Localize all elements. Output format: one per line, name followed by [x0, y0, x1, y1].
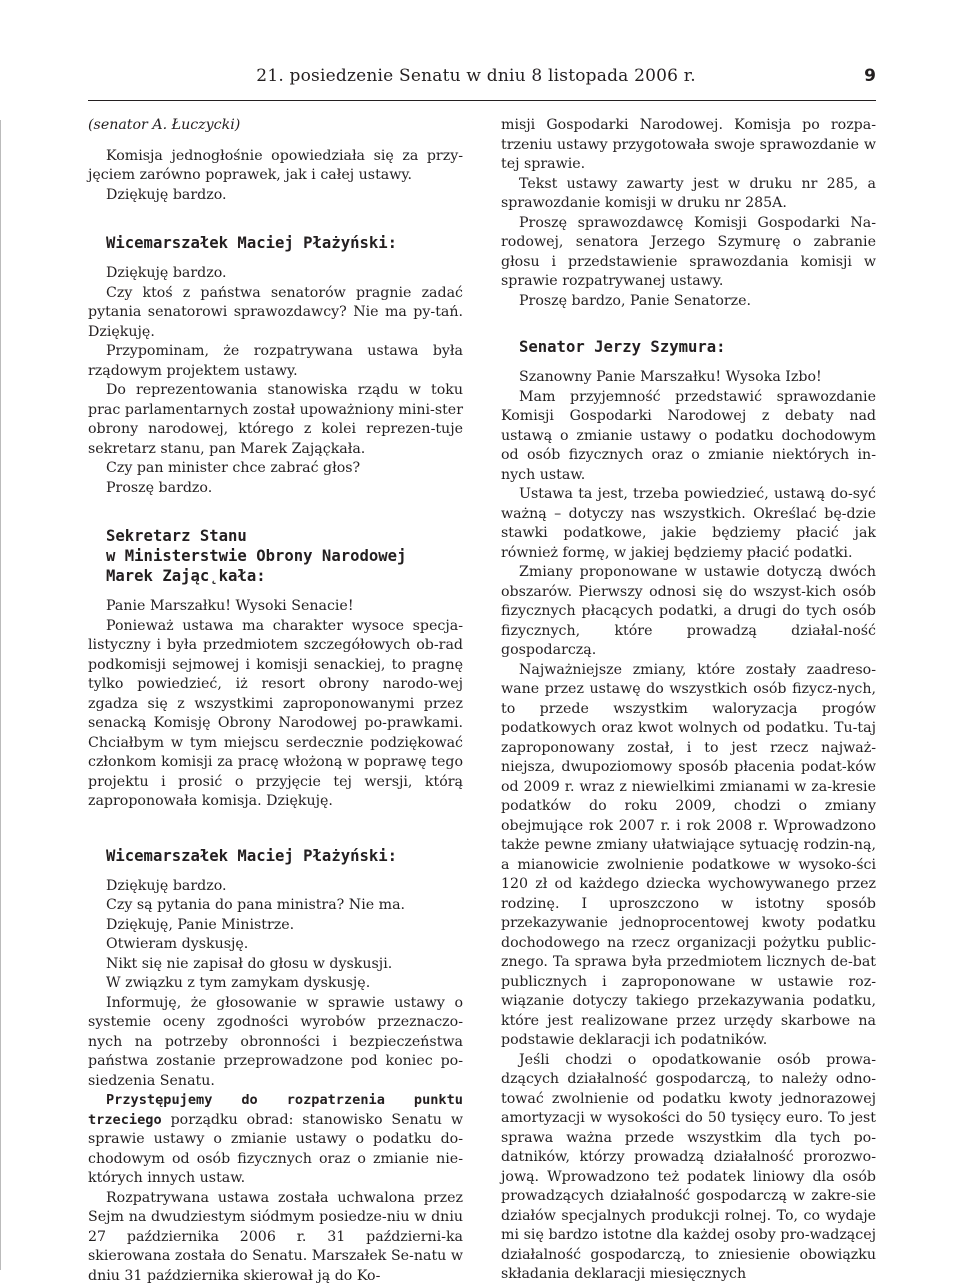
- speaker-heading-line: Marek Zając̨kała:: [106, 566, 463, 586]
- paragraph: Dziękuję bardzo.: [88, 264, 463, 284]
- speaker-heading: [106, 526, 463, 586]
- paragraph: Dziękuję bardzo.: [88, 877, 463, 897]
- paragraph: Ustawa ta jest, trzeba powiedzieć, ustawą do-syć ważną – dotyczy nas wszystkich. Określać bę-dzie stawki podatkowe, jakie będziemy płacić jak również formę, w jakiej będziemy płacić podatki.: [501, 485, 876, 563]
- speaker-heading-line: Sekretarz Stanu: [106, 526, 463, 546]
- left-column: [88, 116, 463, 1286]
- paragraph: Czy pan minister chce zabrać głos?: [88, 459, 463, 479]
- speaker-heading: Wicemarszałek Maciej Płażyński:: [106, 233, 463, 253]
- continued-speaker-note: (senator A. Łuczycki): [88, 116, 463, 136]
- paragraph: Proszę bardzo.: [88, 479, 463, 499]
- right-column: [501, 116, 876, 1285]
- paragraph: Proszę bardzo, Panie Senatorze.: [501, 292, 876, 312]
- paragraph: [88, 1091, 463, 1189]
- speaker-heading: Senator Jerzy Szymura:: [519, 337, 876, 357]
- speaker-heading-line: w Ministerstwie Obrony Narodowej: [106, 546, 463, 566]
- paragraph: Rozpatrywana ustawa została uchwalona przez Sejm na dwudziestym siódmym posiedze-niu w dniu 27 października 2006 r. 31 październi-ka skierowana została do Senatu. Marszałek Se-natu w dniu 31 października skierował ją do Ko-: [88, 1189, 463, 1286]
- paragraph: Czy ktoś z państwa senatorów pragnie zadać pytania senatorowi sprawozdawcy? Nie ma py-tań. Dziękuję.: [88, 284, 463, 343]
- running-title: 21. posiedzenie Senatu w dniu 8 listopada 2006 r.: [88, 66, 864, 86]
- paragraph: Proszę sprawozdawcę Komisji Gospodarki Na-rodowej, senatora Jerzego Szymurę o zabranie głosu i przedstawienie sprawozdania komisji w sprawie rozpatrywanej ustawy.: [501, 214, 876, 292]
- paragraph: Do reprezentowania stanowiska rządu w toku prac parlamentarnych został upoważniony mini-ster obrony narodowej, którego z kolei reprezen-tuje sekretarz stanu, pan Marek Zając̨kała.: [88, 381, 463, 459]
- page-number: 9: [864, 66, 876, 86]
- paragraph: Mam przyjemność przedstawić sprawozdanie Komisji Gospodarki Narodowej z debaty nad ustawą o zmianie ustawy o podatku dochodowym od osób fizycznych oraz o zmianie niektórych in-nych ustaw.: [501, 388, 876, 486]
- paragraph: Czy są pytania do pana ministra? Nie ma.: [88, 896, 463, 916]
- paragraph: Nikt się nie zapisał do głosu w dyskusji.: [88, 955, 463, 975]
- paragraph: W związku z tym zamykam dyskusję.: [88, 974, 463, 994]
- paragraph: Ponieważ ustawa ma charakter wysoce specja-listyczny i była przedmiotem szczegółowych ob-rad podkomisji sejmowej i komisji senackiej, to pragnę tylko powiedzieć, iż resort obrony narodo-wej zgadza się z wszystkimi zaproponowanymi przez senacką Komisję Obrony Narodowej po-prawkami. Chciałbym w tym miejscu serdecznie podziękować członkom komisji za pracę włożoną w poprawę tego projektu i prosić o przyjęcie tej wersji, którą zaproponowała komisja. Dziękuję.: [88, 617, 463, 812]
- page-header: [88, 63, 876, 89]
- paragraph: Szanowny Panie Marszałku! Wysoka Izbo!: [501, 368, 876, 388]
- paragraph: Komisja jednogłośnie opowiedziała się za przy-jęciem zarówno poprawek, jak i całej ustawy.: [88, 147, 463, 186]
- paragraph: Zmiany proponowane w ustawie dotyczą dwóch obszarów. Pierwszy odnosi się do wszyst-kich osób fizycznych płacących podatki, a drugi do tych osób fizycznych, które prowadzą działal-ność gospodarczą.: [501, 563, 876, 661]
- paragraph: Tekst ustawy zawarty jest w druku nr 285, a sprawozdanie komisji w druku nr 285A.: [501, 175, 876, 214]
- paragraph: Dziękuję bardzo.: [88, 186, 463, 206]
- agenda-item-emphasis: Przystępujemy do rozpatrzenia punktu trzeciego: [88, 1092, 463, 1128]
- paragraph: Jeśli chodzi o opodatkowanie osób prowa-dzących działalność gospodarczą, to należy odno-tować zwolnienie od podatku kwoty jednorazowej amortyzacji w wysokości do 50 tysięcy euro. To jest sprawa ważna przede wszystkim dla tych po-datników, którzy prowadzą działalność prorozwo-jową. Wprowadzono też podatek liniowy dla osób prowadzących działalność gospodarczą w zakre-sie działów specjalnych produkcji rolnej. To, co wydaje mi się bardzo istotne dla każdej osoby pro-wadzącej działalność gospodarczą, to zniesienie obowiązku składania deklaracji miesięcznych: [501, 1051, 876, 1285]
- header-rule: [88, 100, 876, 101]
- speaker-heading: Wicemarszałek Maciej Płażyński:: [106, 846, 463, 866]
- paragraph-text: porządku obrad: stanowisko Senatu w sprawie ustawy o zmianie ustawy o podatku do-chodowym od osób fizycznych oraz o zmianie nie-których innych ustaw.: [88, 1112, 463, 1187]
- paragraph: Informuję, że głosowanie w sprawie ustawy o systemie oceny zgodności wyrobów przeznaczo-nych na potrzeby obronności i bezpieczeństwa państwa zostanie przeprowadzone pod koniec po-siedzenia Senatu.: [88, 994, 463, 1092]
- paragraph: misji Gospodarki Narodowej. Komisja po rozpa-trzeniu ustawy przygotowała swoje sprawozdanie w tej sprawie.: [501, 116, 876, 175]
- paragraph: Otwieram dyskusję.: [88, 935, 463, 955]
- paragraph: Przypominam, że rozpatrywana ustawa była rządowym projektem ustawy.: [88, 342, 463, 381]
- paragraph: Dziękuję, Panie Ministrze.: [88, 916, 463, 936]
- margin-line: [0, 120, 1, 1270]
- paragraph: Panie Marszałku! Wysoki Senacie!: [88, 597, 463, 617]
- paragraph: Najważniejsze zmiany, które zostały zaadreso-wane przez ustawę do wszystkich osób fizycz-nych, to przede wszystkim waloryzacja progów podatkowych oraz kwot wolnych od podatku. Tu-taj zaproponowany został, i to jest rzecz najważ-niejsza, dwupoziomowy sposób płacenia podat-ków od 2009 r. wraz z niewielkimi zmianami w za-kresie podatków do roku 2009, chodzi o zmiany obejmujące rok 2007 r. i rok 2008 r. Wprowadzono także pewne zmiany ułatwiające sytuację rodzin-ną, a mianowicie zwolnienie podatkowe w wysoko-ści 120 zł od każdego dziecka wychowywanego przez rodzinę. I uproszczono w istotny sposób przekazywanie jednoprocentowej kwoty podatku dochodowego na rzecz organizacji pożytku public-znego. Ta sprawa była przedmiotem licznych de-bat publicznych i zaproponowane w ustawie roz-wiązanie dotyczy takiego przekazywania podatku, które jest realizowane przez urzędy skarbowe na podstawie deklaracji ich podatników.: [501, 661, 876, 1051]
